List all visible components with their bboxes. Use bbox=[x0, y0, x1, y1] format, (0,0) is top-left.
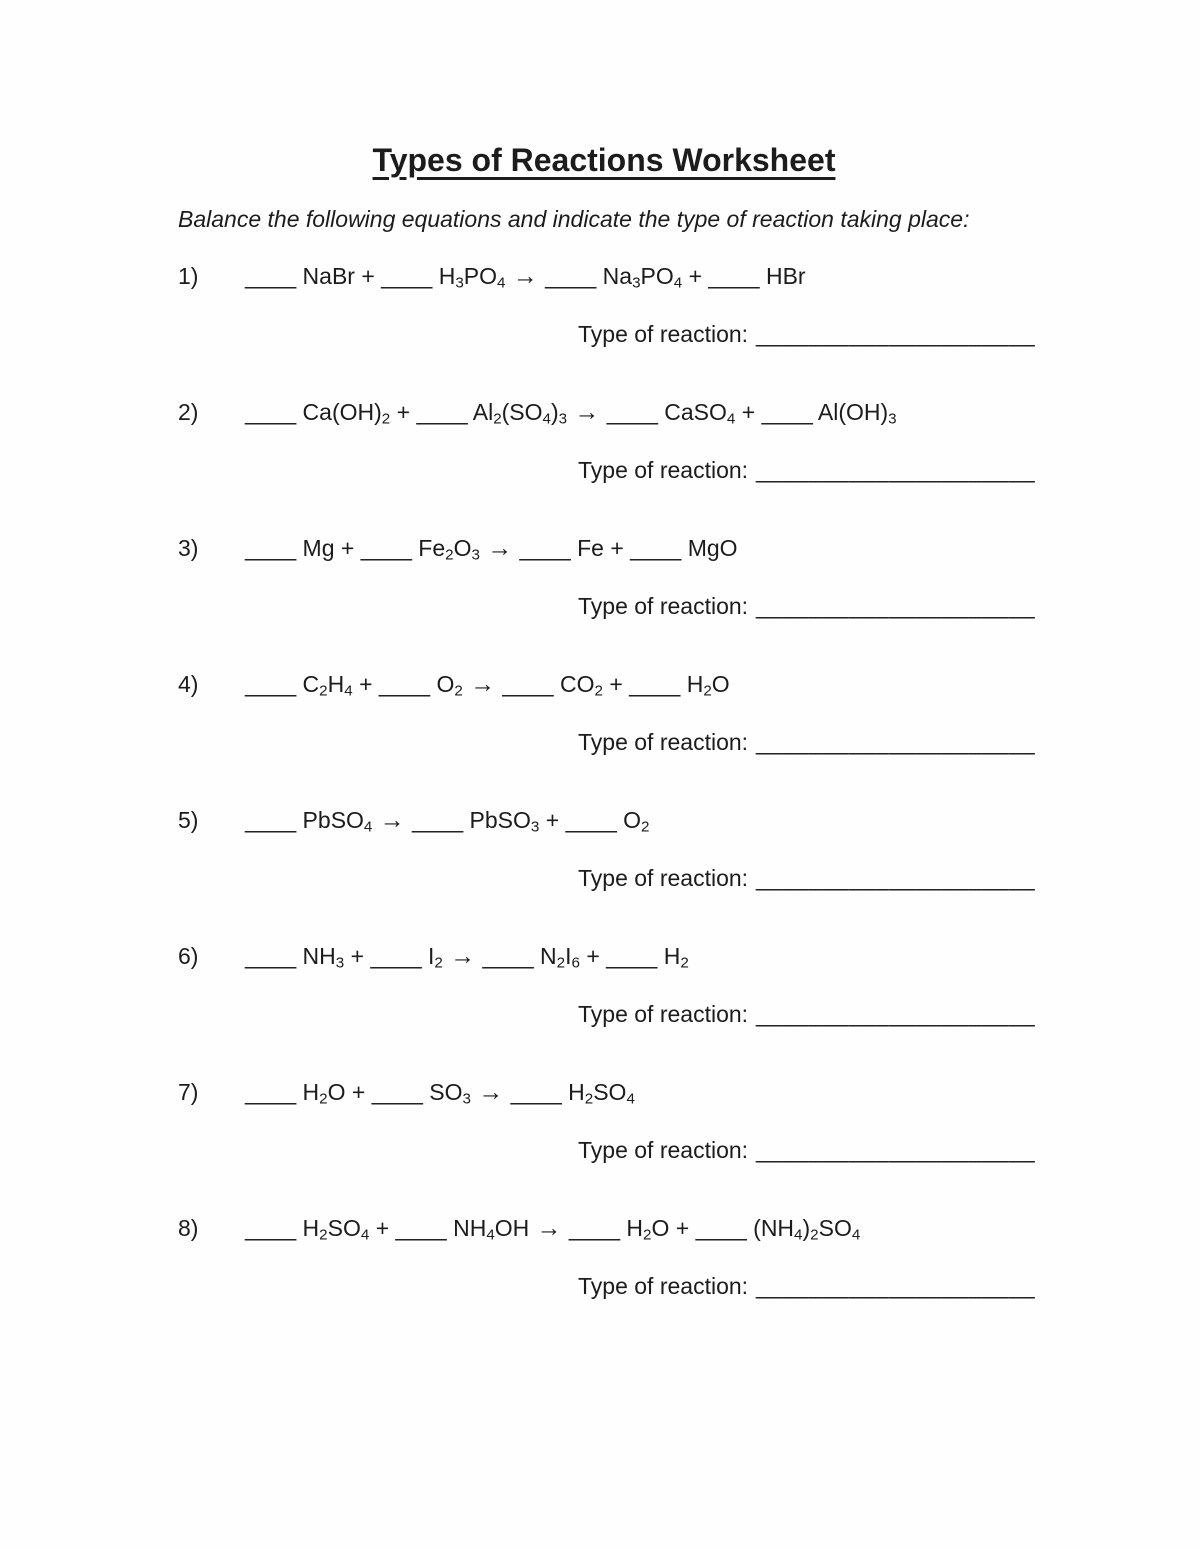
chemical-equation: ____ $C_2H_4$ + ____ $O_2$ → ____ $CO_2$ + ____ $H_2O$ bbox=[245, 671, 730, 700]
subscript: 3 bbox=[530, 818, 540, 836]
problem-number: 8) bbox=[178, 1215, 199, 1242]
problem-row-1 bbox=[178, 261, 1036, 349]
problem-number: 7) bbox=[178, 1079, 199, 1106]
subscript: 3 bbox=[632, 274, 641, 292]
problem-row-5 bbox=[178, 805, 1036, 893]
subscript: 2 bbox=[445, 546, 454, 564]
subscript: 2 bbox=[319, 1226, 328, 1244]
problem-number: 5) bbox=[178, 807, 199, 834]
type-of-reaction-line bbox=[578, 319, 1036, 349]
subscript: 3 bbox=[558, 410, 568, 428]
subscript: 2 bbox=[556, 954, 566, 972]
subscript: 2 bbox=[643, 1226, 652, 1244]
problem-number: 1) bbox=[178, 263, 199, 290]
answer-blank: _____________________ bbox=[756, 729, 1036, 756]
equation-line bbox=[178, 261, 1030, 292]
subscript: 3 bbox=[335, 954, 345, 972]
subscript: 3 bbox=[471, 546, 480, 564]
type-of-reaction-line bbox=[578, 863, 1036, 893]
chemical-equation: ____ Mg + ____ $Fe_2O_3$ → ____ Fe + ____ MgO bbox=[245, 535, 738, 564]
problem-row-8 bbox=[178, 1213, 1036, 1301]
instruction-text: Balance the following equations and indicate the type of reaction taking place: bbox=[178, 206, 970, 233]
problem-row-4 bbox=[178, 669, 1036, 757]
right-arrow-icon: → bbox=[470, 671, 496, 699]
problem-number: 6) bbox=[178, 943, 199, 970]
type-of-reaction-label: Type of reaction: bbox=[578, 1137, 749, 1164]
answer-blank: _____________________ bbox=[756, 457, 1036, 484]
chemical-equation: ____ $H_2O$ + ____ $SO_3$ → ____ $H_2SO_4$ bbox=[245, 1079, 635, 1108]
subscript: 4 bbox=[542, 410, 551, 428]
problem-list bbox=[178, 261, 1036, 1301]
subscript: 4 bbox=[363, 818, 373, 836]
type-of-reaction-label: Type of reaction: bbox=[578, 593, 749, 620]
equation-line bbox=[178, 1077, 1030, 1108]
type-of-reaction-line bbox=[578, 455, 1036, 485]
chemical-equation: ____ $NH_3$ + ____ $I_2$ → ____ $N_2I_6$ + ____ $H_2$ bbox=[245, 943, 689, 972]
subscript: 2 bbox=[319, 1090, 328, 1108]
right-arrow-icon: → bbox=[536, 1215, 562, 1243]
type-of-reaction-line bbox=[578, 999, 1036, 1029]
problem-row-3 bbox=[178, 533, 1036, 621]
equation-line bbox=[178, 941, 1030, 972]
type-of-reaction-label: Type of reaction: bbox=[578, 321, 749, 348]
type-of-reaction-label: Type of reaction: bbox=[578, 1001, 749, 1028]
type-of-reaction-label: Type of reaction: bbox=[578, 729, 749, 756]
subscript: 3 bbox=[462, 1090, 471, 1108]
type-of-reaction-label: Type of reaction: bbox=[578, 457, 749, 484]
answer-blank: _____________________ bbox=[756, 865, 1036, 892]
problem-row-7 bbox=[178, 1077, 1036, 1165]
page-title: Types of Reactions Worksheet bbox=[372, 142, 836, 178]
subscript: 4 bbox=[851, 1226, 861, 1244]
problem-row-6 bbox=[178, 941, 1036, 1029]
subscript: 4 bbox=[497, 274, 506, 292]
subscript: 3 bbox=[888, 410, 897, 428]
right-arrow-icon: → bbox=[379, 807, 405, 835]
subscript: 2 bbox=[454, 682, 463, 700]
subscript: 4 bbox=[360, 1226, 370, 1244]
subscript: 2 bbox=[680, 954, 689, 972]
equation-line bbox=[178, 533, 1030, 564]
problem-number: 4) bbox=[178, 671, 199, 698]
right-arrow-icon: → bbox=[478, 1079, 504, 1107]
problem-number: 3) bbox=[178, 535, 199, 562]
answer-blank: _____________________ bbox=[756, 1001, 1036, 1028]
equation-line bbox=[178, 1213, 1030, 1244]
chemical-equation: ____ PbSO$_4$ → ____ PbSO$_3$ + ____ $O_2$ bbox=[245, 807, 650, 836]
answer-blank: _____________________ bbox=[756, 1273, 1036, 1300]
equation-line bbox=[178, 397, 1030, 428]
subscript: 2 bbox=[434, 954, 443, 972]
subscript: 2 bbox=[584, 1090, 594, 1108]
subscript: 4 bbox=[726, 410, 736, 428]
answer-blank: _____________________ bbox=[756, 593, 1036, 620]
problem-row-2 bbox=[178, 397, 1036, 485]
subscript: 4 bbox=[673, 274, 683, 292]
right-arrow-icon: → bbox=[450, 943, 476, 971]
answer-blank: _____________________ bbox=[756, 1137, 1036, 1164]
right-arrow-icon: → bbox=[487, 535, 513, 563]
equation-line bbox=[178, 805, 1030, 836]
type-of-reaction-label: Type of reaction: bbox=[578, 1273, 749, 1300]
type-of-reaction-label: Type of reaction: bbox=[578, 865, 749, 892]
type-of-reaction-line bbox=[578, 591, 1036, 621]
subscript: 2 bbox=[381, 410, 391, 428]
subscript: 2 bbox=[319, 682, 328, 700]
type-of-reaction-line bbox=[578, 1135, 1036, 1165]
subscript: 4 bbox=[794, 1226, 803, 1244]
chemical-equation: ____ $H_2SO_4$ + ____ $NH_4OH$ → ____ $H_2O$ + ____ $(NH_4)_2SO_4$ bbox=[245, 1215, 861, 1244]
chemical-equation: ____ NaBr + ____ $H_3PO_4$ → ____ $Na_3PO_4$ + ____ HBr bbox=[245, 263, 806, 292]
subscript: 2 bbox=[641, 818, 650, 836]
subscript: 6 bbox=[571, 954, 580, 972]
answer-blank: _____________________ bbox=[756, 321, 1036, 348]
subscript: 2 bbox=[810, 1226, 819, 1244]
subscript: 2 bbox=[493, 410, 502, 428]
subscript: 2 bbox=[703, 682, 712, 700]
type-of-reaction-line bbox=[578, 727, 1036, 757]
right-arrow-icon: → bbox=[574, 399, 600, 427]
equation-line bbox=[178, 669, 1030, 700]
subscript: 4 bbox=[626, 1090, 635, 1108]
type-of-reaction-line bbox=[578, 1271, 1036, 1301]
subscript: 2 bbox=[594, 682, 603, 700]
subscript: 3 bbox=[455, 274, 464, 292]
chemical-equation: ____ $Ca(OH)_2$ + ____ $Al_2(SO_4)_3$ → ____ CaSO$_4$ + ____ $Al(OH)_3$ bbox=[245, 399, 897, 428]
problem-number: 2) bbox=[178, 399, 199, 426]
right-arrow-icon: → bbox=[512, 263, 538, 291]
subscript: 4 bbox=[344, 682, 353, 700]
subscript: 4 bbox=[486, 1226, 495, 1244]
